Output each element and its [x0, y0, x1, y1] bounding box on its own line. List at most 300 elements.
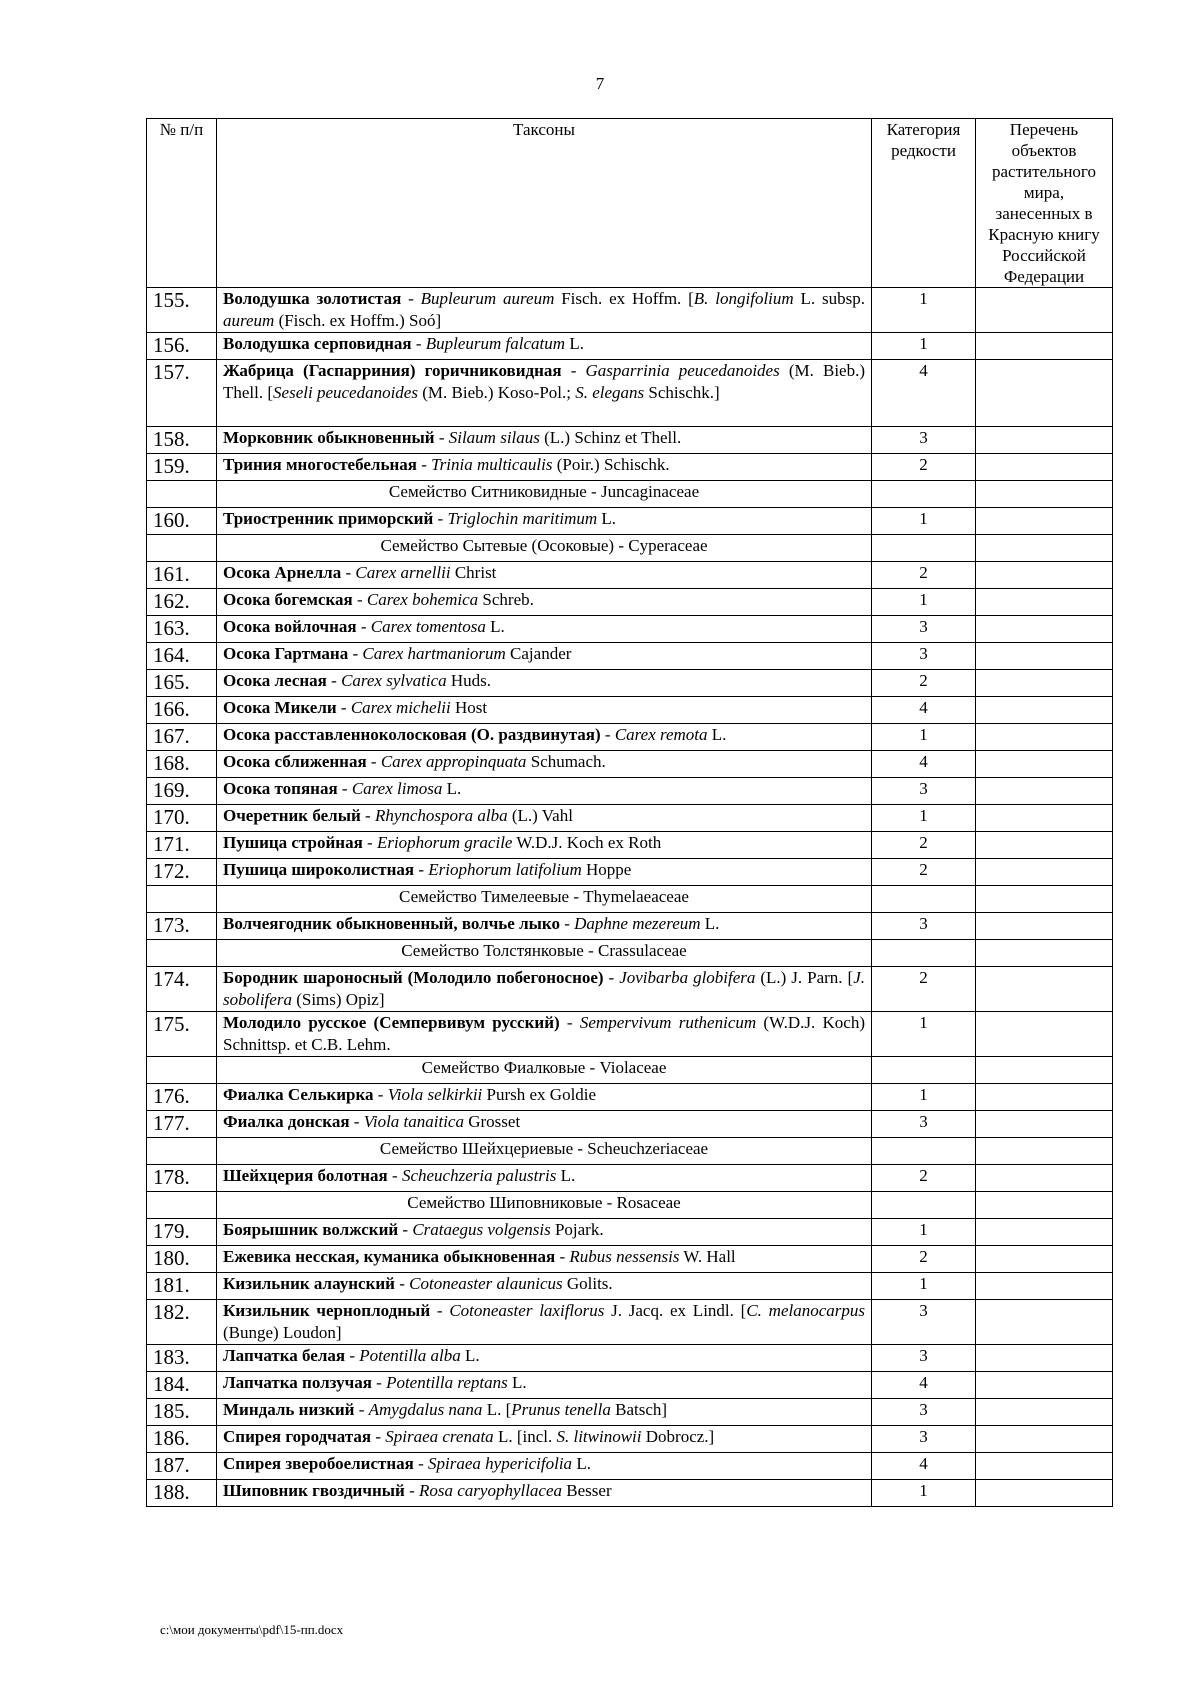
- latin-name: Bupleurum aureum: [420, 289, 555, 308]
- family-list-cell: [976, 886, 1113, 913]
- taxon-cell: [217, 643, 872, 670]
- row-number: 186.: [147, 1426, 217, 1453]
- latin-name: Carex bohemica: [366, 590, 479, 609]
- category-cell: 1: [872, 1084, 976, 1111]
- taxon-text: -: [413, 1454, 429, 1473]
- family-category-cell: [872, 1057, 976, 1084]
- table-row: [147, 1219, 1113, 1246]
- russian-name: Осока Арнелла: [223, 563, 342, 582]
- row-number: 172.: [147, 859, 217, 886]
- taxon-text: Batsch]: [610, 1400, 668, 1419]
- category-cell: 3: [872, 616, 976, 643]
- taxon-cell: [217, 1399, 872, 1426]
- row-number: 156.: [147, 333, 217, 360]
- taxon-cell: [217, 1345, 872, 1372]
- row-number: 167.: [147, 724, 217, 751]
- taxon-cell: [217, 697, 872, 724]
- family-row: [147, 1192, 1113, 1219]
- table-row: [147, 751, 1113, 778]
- taxon-cell: [217, 859, 872, 886]
- taxon-cell: [217, 1426, 872, 1453]
- russian-name: Осока лесная: [223, 671, 327, 690]
- taxon-text: Host: [450, 698, 488, 717]
- category-cell: 1: [872, 1273, 976, 1300]
- header-num: № п/п: [147, 119, 217, 288]
- taxon-cell: [217, 454, 872, 481]
- category-cell: 2: [872, 1165, 976, 1192]
- latin-name: Cotoneaster alaunicus: [409, 1274, 563, 1293]
- red-book-list-cell: [976, 616, 1113, 643]
- table-row: [147, 1012, 1113, 1057]
- taxon-text: -: [411, 334, 426, 353]
- red-book-list-cell: [976, 1111, 1113, 1138]
- taxon-text: W. Hall: [679, 1247, 736, 1266]
- red-book-list-cell: [976, 1084, 1113, 1111]
- latin-name: Scheuchzeria palustris: [401, 1166, 557, 1185]
- taxon-cell: [217, 1219, 872, 1246]
- row-number: 180.: [147, 1246, 217, 1273]
- table-row: [147, 1345, 1113, 1372]
- category-cell: 3: [872, 913, 976, 940]
- taxon-text: Pojark.: [550, 1220, 604, 1239]
- family-name: Семейство Ситниковидные - Juncaginaceae: [217, 481, 872, 508]
- russian-name: Володушка золотистая: [223, 289, 402, 308]
- red-book-list-cell: [976, 288, 1113, 333]
- russian-name: Кизильник алаунский: [223, 1274, 395, 1293]
- taxon-cell: [217, 1300, 872, 1345]
- table-row: [147, 913, 1113, 940]
- russian-name: Триостренник приморский: [223, 509, 434, 528]
- table-row: [147, 1246, 1113, 1273]
- table-row: [147, 1111, 1113, 1138]
- taxon-text: L. subsp.: [793, 289, 865, 308]
- latin-name: Bupleurum falcatum: [425, 334, 566, 353]
- row-number: 185.: [147, 1399, 217, 1426]
- latin-name: Silaum silaus: [448, 428, 540, 447]
- category-cell: 4: [872, 1372, 976, 1399]
- latin-name: Carex sylvatica: [341, 671, 447, 690]
- category-cell: 2: [872, 670, 976, 697]
- taxon-cell: [217, 1246, 872, 1273]
- taxon-cell: [217, 1372, 872, 1399]
- family-list-cell: [976, 535, 1113, 562]
- russian-name: Пушица широколистная: [223, 860, 415, 879]
- latin-name: J. sobolifera: [223, 968, 865, 1009]
- red-book-list-cell: [976, 751, 1113, 778]
- taxon-text: (M. Bieb.) Thell. [: [223, 361, 866, 402]
- taxon-cell: [217, 778, 872, 805]
- taxon-text: L.: [707, 725, 727, 744]
- category-cell: 1: [872, 1480, 976, 1507]
- category-cell: 2: [872, 562, 976, 589]
- taxon-cell: [217, 751, 872, 778]
- red-book-list-cell: [976, 1219, 1113, 1246]
- russian-name: Фиалка Селькирка: [223, 1085, 374, 1104]
- taxon-cell: [217, 724, 872, 751]
- taxon-text: -: [356, 617, 371, 636]
- latin-name: Daphne mezereum: [574, 914, 701, 933]
- taxon-text: (L.) J. Parn. [: [755, 968, 854, 987]
- taxon-text: -: [394, 1274, 410, 1293]
- taxon-cell: [217, 427, 872, 454]
- russian-name: Жабрица (Гаспарриния) горичниковидная: [223, 361, 562, 380]
- family-num-cell: [147, 1057, 217, 1084]
- latin-name: aureum: [223, 311, 275, 330]
- red-book-list-cell: [976, 454, 1113, 481]
- family-row: [147, 535, 1113, 562]
- taxon-text: -: [354, 1400, 369, 1419]
- category-cell: 3: [872, 1345, 976, 1372]
- latin-name: Prunus tenella: [511, 1400, 611, 1419]
- red-book-list-cell: [976, 508, 1113, 535]
- taxon-text: L.: [556, 1166, 576, 1185]
- taxon-text: -: [600, 725, 615, 744]
- taxon-text: -: [345, 1346, 360, 1365]
- family-list-cell: [976, 481, 1113, 508]
- taxon-cell: [217, 1273, 872, 1300]
- row-number: 182.: [147, 1300, 217, 1345]
- category-cell: 1: [872, 724, 976, 751]
- taxon-text: Pursh ex Goldie: [482, 1085, 597, 1104]
- taxon-text: Grosset: [463, 1112, 521, 1131]
- taxon-cell: [217, 832, 872, 859]
- latin-name: Eriophorum gracile: [376, 833, 513, 852]
- russian-name: Волчеягодник обыкновенный, волчье лыко: [223, 914, 560, 933]
- latin-name: Seseli peucedanoides: [273, 383, 418, 402]
- family-category-cell: [872, 1192, 976, 1219]
- row-number: 173.: [147, 913, 217, 940]
- russian-name: Молодило русское (Семпервивум русский): [223, 1013, 560, 1032]
- row-number: 188.: [147, 1480, 217, 1507]
- taxon-text: -: [373, 1085, 388, 1104]
- red-book-list-cell: [976, 1453, 1113, 1480]
- red-book-list-cell: [976, 967, 1113, 1012]
- row-number: 166.: [147, 697, 217, 724]
- taxon-text: (W.D.J. Koch) Schnittsp. et C.B. Lehm.: [223, 1013, 865, 1054]
- row-number: 170.: [147, 805, 217, 832]
- table-row: [147, 1453, 1113, 1480]
- taxon-text: Schischk.]: [644, 383, 720, 402]
- category-cell: 4: [872, 1453, 976, 1480]
- taxon-cell: [217, 360, 872, 427]
- red-book-list-cell: [976, 360, 1113, 427]
- taxa-table: [146, 118, 1113, 1507]
- table-body: [147, 288, 1113, 1507]
- red-book-list-cell: [976, 697, 1113, 724]
- taxon-text: -: [349, 1112, 364, 1131]
- row-number: 155.: [147, 288, 217, 333]
- russian-name: Осока богемская: [223, 590, 353, 609]
- family-num-cell: [147, 1138, 217, 1165]
- taxon-cell: [217, 508, 872, 535]
- red-book-list-cell: [976, 1399, 1113, 1426]
- table-header-row: [147, 119, 1113, 288]
- family-row: [147, 1057, 1113, 1084]
- russian-name: Ежевика несская, куманика обыкновенная: [223, 1247, 556, 1266]
- taxon-text: (Poir.) Schischk.: [552, 455, 670, 474]
- red-book-list-cell: [976, 832, 1113, 859]
- russian-name: Очеретник белый: [223, 806, 361, 825]
- red-book-list-cell: [976, 1426, 1113, 1453]
- family-list-cell: [976, 940, 1113, 967]
- taxon-text: -: [433, 509, 448, 528]
- russian-name: Шиповник гвоздичный: [223, 1481, 405, 1500]
- row-number: 183.: [147, 1345, 217, 1372]
- russian-name: Бородник шароносный (Молодило побегоносное): [223, 968, 604, 987]
- table-row: [147, 805, 1113, 832]
- red-book-list-cell: [976, 643, 1113, 670]
- taxon-text: Fisch. ex Hoffm. [: [554, 289, 694, 308]
- table-row: [147, 1480, 1113, 1507]
- family-row: [147, 886, 1113, 913]
- taxon-cell: [217, 805, 872, 832]
- category-cell: 3: [872, 778, 976, 805]
- row-number: 176.: [147, 1084, 217, 1111]
- taxon-cell: [217, 562, 872, 589]
- page-number: 7: [595, 74, 605, 93]
- category-cell: 2: [872, 967, 976, 1012]
- table-row: [147, 562, 1113, 589]
- russian-name: Осока Микели: [223, 698, 337, 717]
- taxon-cell: [217, 1453, 872, 1480]
- taxon-cell: [217, 288, 872, 333]
- red-book-list-cell: [976, 1372, 1113, 1399]
- taxon-text: -: [387, 1166, 402, 1185]
- russian-name: Спирея городчатая: [223, 1427, 372, 1446]
- red-book-list-cell: [976, 778, 1113, 805]
- family-row: [147, 1138, 1113, 1165]
- footer-file-path: c:\мои документы\pdf\15-пп.docx: [160, 1622, 344, 1637]
- row-number: 165.: [147, 670, 217, 697]
- taxon-text: Golits.: [562, 1274, 613, 1293]
- taxon-text: L. [: [482, 1400, 512, 1419]
- taxon-cell: [217, 589, 872, 616]
- russian-name: Осока Гартмана: [223, 644, 349, 663]
- taxon-cell: [217, 1111, 872, 1138]
- russian-name: Осока топяная: [223, 779, 338, 798]
- russian-name: Фиалка донская: [223, 1112, 350, 1131]
- table-row: [147, 643, 1113, 670]
- latin-name: Potentilla reptans: [386, 1373, 508, 1392]
- red-book-list-cell: [976, 1345, 1113, 1372]
- taxon-text: L.: [700, 914, 720, 933]
- table-row: [147, 670, 1113, 697]
- taxon-text: W.D.J. Koch ex Roth: [512, 833, 662, 852]
- latin-name: Carex remota: [614, 725, 708, 744]
- category-cell: 4: [872, 360, 976, 427]
- category-cell: 2: [872, 1246, 976, 1273]
- latin-name: S. litwinowii: [556, 1427, 642, 1446]
- taxon-text: (Bunge) Loudon]: [223, 1323, 342, 1342]
- table-row: [147, 589, 1113, 616]
- red-book-list-cell: [976, 562, 1113, 589]
- taxon-text: L. [incl.: [493, 1427, 557, 1446]
- taxon-text: (Sims) Opiz]: [291, 990, 385, 1009]
- taxon-text: -: [555, 1247, 570, 1266]
- taxon-text: Hoppe: [581, 860, 632, 879]
- russian-name: Осока войлочная: [223, 617, 357, 636]
- family-category-cell: [872, 940, 976, 967]
- taxon-text: (L.) Schinz et Thell.: [539, 428, 682, 447]
- category-cell: 3: [872, 1111, 976, 1138]
- taxon-text: L.: [572, 1454, 591, 1473]
- category-cell: 1: [872, 1219, 976, 1246]
- taxon-text: -: [414, 860, 429, 879]
- taxon-text: (M. Bieb.) Koso-Pol.;: [417, 383, 576, 402]
- family-row: [147, 940, 1113, 967]
- category-cell: 1: [872, 805, 976, 832]
- taxon-cell: [217, 333, 872, 360]
- row-number: 160.: [147, 508, 217, 535]
- table-row: [147, 697, 1113, 724]
- row-number: 179.: [147, 1219, 217, 1246]
- taxon-text: -: [416, 455, 432, 474]
- latin-name: Viola selkirkii: [387, 1085, 483, 1104]
- category-cell: 2: [872, 832, 976, 859]
- latin-name: Carex michelii: [350, 698, 451, 717]
- taxon-text: -: [362, 833, 377, 852]
- table-row: [147, 288, 1113, 333]
- taxon-text: L.: [460, 1346, 480, 1365]
- family-name: Семейство Толстянковые - Crassulaceae: [217, 940, 872, 967]
- taxon-text: L.: [442, 779, 462, 798]
- family-name: Семейство Шейхцериевые - Scheuchzeriaceae: [217, 1138, 872, 1165]
- red-book-list-cell: [976, 859, 1113, 886]
- taxon-text: -: [603, 968, 620, 987]
- latin-name: Jovibarba globifera: [619, 968, 756, 987]
- table-row: [147, 832, 1113, 859]
- red-book-list-cell: [976, 1480, 1113, 1507]
- latin-name: Triglochin maritimum: [447, 509, 598, 528]
- russian-name: Миндаль низкий: [223, 1400, 355, 1419]
- taxon-text: -: [352, 590, 367, 609]
- taxon-text: Besser: [562, 1481, 612, 1500]
- red-book-list-cell: [976, 1300, 1113, 1345]
- taxon-text: L.: [507, 1373, 527, 1392]
- russian-name: Володушка серповидная: [223, 334, 412, 353]
- taxon-text: Cajander: [505, 644, 572, 663]
- red-book-list-cell: [976, 333, 1113, 360]
- family-name: Семейство Тимелеевые - Thymelaeaceae: [217, 886, 872, 913]
- family-num-cell: [147, 940, 217, 967]
- table-row: [147, 333, 1113, 360]
- row-number: 161.: [147, 562, 217, 589]
- taxon-text: -: [401, 289, 421, 308]
- latin-name: Rhynchospora alba: [374, 806, 508, 825]
- taxon-cell: [217, 1480, 872, 1507]
- taxon-text: -: [366, 752, 381, 771]
- category-cell: 1: [872, 1012, 976, 1057]
- latin-name: Carex limosa: [351, 779, 443, 798]
- taxon-cell: [217, 616, 872, 643]
- russian-name: Спирея зверобоелистная: [223, 1454, 414, 1473]
- taxon-cell: [217, 1165, 872, 1192]
- table-row: [147, 1273, 1113, 1300]
- table-row: [147, 616, 1113, 643]
- row-number: 164.: [147, 643, 217, 670]
- russian-name: Лапчатка белая: [223, 1346, 346, 1365]
- taxon-text: -: [559, 1013, 580, 1032]
- latin-name: Gasparrinia peucedanoides: [585, 361, 780, 380]
- category-cell: 3: [872, 1399, 976, 1426]
- latin-name: Spiraea hypericifolia: [428, 1454, 573, 1473]
- latin-name: Carex appropinquata: [380, 752, 527, 771]
- red-book-list-cell: [976, 724, 1113, 751]
- latin-name: Cotoneaster laxiflorus: [449, 1301, 605, 1320]
- taxon-text: L.: [565, 334, 584, 353]
- red-book-list-cell: [976, 1012, 1113, 1057]
- taxon-text: L.: [485, 617, 505, 636]
- row-number: 187.: [147, 1453, 217, 1480]
- latin-name: Carex hartmaniorum: [362, 644, 506, 663]
- table-row: [147, 454, 1113, 481]
- family-name: Семейство Шиповниковые - Rosaceae: [217, 1192, 872, 1219]
- taxon-text: -: [398, 1220, 413, 1239]
- family-list-cell: [976, 1138, 1113, 1165]
- taxon-text: -: [371, 1373, 387, 1392]
- family-list-cell: [976, 1057, 1113, 1084]
- red-book-list-cell: [976, 589, 1113, 616]
- family-name: Семейство Сытевые (Осоковые) - Cyperaceae: [217, 535, 872, 562]
- taxon-text: (Fisch. ex Hoffm.) Soó]: [274, 311, 442, 330]
- category-cell: 3: [872, 427, 976, 454]
- row-number: 184.: [147, 1372, 217, 1399]
- taxon-text: (L.) Vahl: [507, 806, 573, 825]
- taxon-text: Christ: [450, 563, 497, 582]
- latin-name: Crataegus volgensis: [412, 1220, 551, 1239]
- taxon-text: -: [404, 1481, 419, 1500]
- russian-name: Триния многостебельная: [223, 455, 417, 474]
- category-cell: 3: [872, 643, 976, 670]
- table-row: [147, 427, 1113, 454]
- family-num-cell: [147, 886, 217, 913]
- taxon-text: -: [561, 361, 586, 380]
- latin-name: Potentilla alba: [359, 1346, 461, 1365]
- latin-name: C. melanocarpus: [746, 1301, 865, 1320]
- taxon-text: -: [337, 779, 352, 798]
- row-number: 159.: [147, 454, 217, 481]
- table-row: [147, 508, 1113, 535]
- taxon-text: -: [348, 644, 363, 663]
- category-cell: 4: [872, 697, 976, 724]
- red-book-list-cell: [976, 805, 1113, 832]
- taxon-text: -: [326, 671, 342, 690]
- russian-name: Морковник обыкновенный: [223, 428, 435, 447]
- family-name: Семейство Фиалковые - Violaceae: [217, 1057, 872, 1084]
- taxon-cell: [217, 967, 872, 1012]
- header-list: Перечень объектов растительного мира, занесенных в Красную книгу Российской Федерации: [976, 119, 1113, 288]
- category-cell: 1: [872, 333, 976, 360]
- russian-name: Лапчатка ползучая: [223, 1373, 372, 1392]
- category-cell: 1: [872, 288, 976, 333]
- red-book-list-cell: [976, 670, 1113, 697]
- category-cell: 3: [872, 1300, 976, 1345]
- row-number: 158.: [147, 427, 217, 454]
- header-category: Категория редкости: [872, 119, 976, 288]
- family-category-cell: [872, 886, 976, 913]
- latin-name: Spiraea crenata: [385, 1427, 494, 1446]
- table-row: [147, 1399, 1113, 1426]
- taxon-cell: [217, 670, 872, 697]
- category-cell: 2: [872, 454, 976, 481]
- table-row: [147, 1426, 1113, 1453]
- category-cell: 3: [872, 1426, 976, 1453]
- latin-name: Eriophorum latifolium: [428, 860, 582, 879]
- russian-name: Шейхцерия болотная: [223, 1166, 388, 1185]
- latin-name: Carex tomentosa: [370, 617, 486, 636]
- table-row: [147, 360, 1113, 427]
- category-cell: 1: [872, 589, 976, 616]
